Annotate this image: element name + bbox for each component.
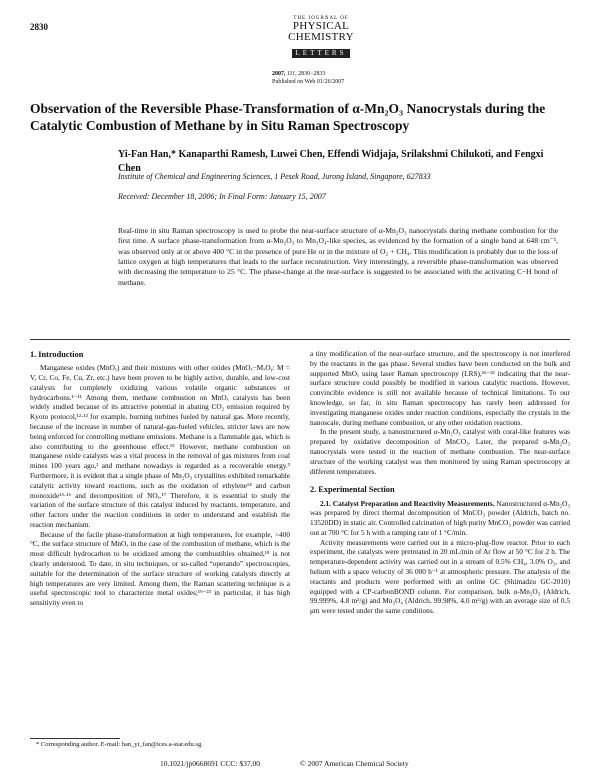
intro-paragraph-1: Manganese oxides (MnOₓ) and their mixtures with other oxides (MnOₓ−MₓOᵧ: M = V, Cr, Co, Fe, Cu, Zr, etc.) have been proven to be highly active, durable, and low-cost catalysts for completely oxidizing various volatile organic substances or hydrocarbons.¹⁻¹¹ Among them, methane combustion on MnOₓ catalysts has been widely studied because of its attractive potential in abating CO₂ emission required by Kyoto protocol,¹²·¹³ for example, burning turbines fueled by natural gas. More recently, because of the increase in number of natural-gas-fueled vehicles, stricter laws are now being enforced for controlling methane emissions. Methane is a flammable gas, which is also contributing to the greenhouse effect.¹³ However, methane combustion on manganese oxide catalysts was a vital process in the removal of gas mixtures from coal mines 100 years ago,² and methane nowadays is regarded as a recoverable energy.³ Furthermore, it is evident that a single phase of Mn₂O₃ crystallites exhibited remarkable catalytic activity toward reactions, such as the oxidation of ethylene¹⁴ and carbon monoxide¹⁵·¹⁶ and decomposition of NOₓ.¹⁷ Therefore, it is essential to study the variation of the surface structure of this catalyst induced by reactants, temperature, and other factors under the reaction conditions in order to understand and establish the reaction mechanism.	[30, 363, 290, 529]
journal-logo-letters: LETTERS	[292, 49, 351, 58]
introduction-heading: 1. Introduction	[30, 350, 84, 359]
intro-paragraph-2: Because of the facile phase-transformation at high temperatures, for example, >400 °C, the surface structure of MnOₓ in the case of the combustion of methane, which is the most difficult hydrocarbon to be oxidized among the combustibles obtained,¹⁸ is not clearly understood. To date, in situ techniques, or so-called “operando” spectroscopies, suitable for the determination of the surface structure of working catalysts directly at high temperatures are very limited. Among them, the Raman scattering technique is a useful spectroscopic tool to characterize metal oxides;¹⁹⁻²³ in particular, it has high sensitivity even to	[30, 529, 290, 608]
abstract: Real-time in situ Raman spectroscopy is used to probe the near-surface structure of α-Mn₂O₃ nanocrystals during methane combustion for the first time. A surface phase-transformation from α-Mn₂O₃ to Mn₃O₄-like species, as evidenced by the formation of a single band at 648 cm⁻¹, was observed only at or above 400 °C in the presence of pure He or in the mixture of O₂ + CH₄. This modification is probably due to the loss of lattice oxygen at high temperatures that leads to the surface reconstruction. Very interestingly, a reversible phase-transformation was observed with decreasing the temperature to 25 °C. The phase-change at the near-surface is suggested to be associated with the activating C−H bond of methane.	[118, 226, 558, 287]
footnote-rule	[30, 738, 120, 739]
corresponding-author-footnote: * Corresponding author. E-mail: han_yi_fan@ices.a-star.edu.sg.	[36, 741, 203, 748]
right-paragraph-2: In the present study, a nanostructured α-Mn₂O₃ catalyst with coral-like features was prepared by oxidative decomposition of MnCO₃. Later, the prepared α-Mn₂O₃ nanocrystals were tested in the reaction of methane combustion. The near-surface structure of the working catalyst was then monitored by using Raman spectroscopy at different temperatures.	[310, 427, 570, 476]
citation	[272, 70, 344, 86]
page-number: 2830	[30, 22, 48, 32]
journal-logo-the: THE JOURNAL OF	[293, 16, 349, 21]
citation-pages: 2830−2833	[298, 71, 326, 77]
experimental-paragraph-1	[310, 499, 570, 538]
citation-year: 2007,	[272, 71, 286, 77]
author-list: Yi-Fan Han,* Kanaparthi Ramesh, Luwei Chen, Effendi Widjaja, Srilakshmi Chilukoti, and Fengxi Chen	[118, 149, 544, 174]
received-dates: Received: December 18, 2006; In Final Form: January 15, 2007	[118, 192, 326, 201]
journal-logo-physical: PHYSICAL	[292, 20, 350, 32]
experimental-paragraph-2: Activity measurements were carried out in a micro-plug-flow reactor. Prior to each experiment, the catalysts were pretreated in 20 mL/min of Ar flow at 50 °C for 2 h. The temperature-dependent activity was carried out in a stream of 0.5% CH₄, 3.0% O₂, and helium with a space velocity of 36 000 h⁻¹ at atmospheric pressure. The analysis of the reactants and products were performed with an online GC (Shimadzu GC-2010) equipped with a CP-carbonBOND column. For comparison, bulk α-Mn₂O₃ (Aldrich, 99.999%, 4.8 m²/g) and Mn₃O₄ (Aldrich, 99.98%, 4.0 m²/g) with an average size of 0.5 μm were tested under the same conditions.	[310, 537, 570, 616]
article-title: Observation of the Reversible Phase-Transformation of α-Mn₂O₃ Nanocrystals during the Catalytic Combustion of Methane by in Situ Raman Spectroscopy	[30, 101, 546, 134]
journal-logo-chemistry: CHEMISTRY	[288, 31, 354, 43]
journal-logo	[256, 16, 386, 59]
copyright: © 2007 American Chemical Society	[300, 759, 409, 768]
citation-volume: 111,	[287, 71, 297, 77]
right-column	[310, 349, 570, 616]
experimental-heading: 2. Experimental Section	[310, 485, 395, 495]
experimental-paragraph-1-text: Nanostructured α-Mn₂O₃ was prepared by direct thermal decomposition of MnCO₃ powder (Aldrich, batch no. 13520DD) in static air. Controlled calcination of high purity MnCO₃ powder was carried out at 700 °C for 5 h with a ramping rate of 1 °C/min.	[310, 498, 570, 537]
section-divider	[30, 339, 570, 340]
experimental-subheading: 2.1. Catalyst Preparation and Reactivity Measurements.	[320, 498, 495, 508]
left-column	[30, 349, 290, 608]
affiliation: Institute of Chemical and Engineering Sciences, 1 Pesek Road, Jurong Island, Singapore, 627833	[118, 172, 431, 181]
right-paragraph-1: a tiny modification of the near-surface structure, and the spectroscopy is not interfered by the reactants in the gas phase. Several studies have been conducted on the bulk and supported MnOₓ using laser Raman spectroscopy (LRS),²⁶⁻³² indicating that the near-surface structure could possibly be modified in various catalytic reactions. However, convincible evidence is still not available because of technical limitations. To our knowledge, so far, in situ Raman spectroscopy has rarely been addressed for investigating manganese oxides under reaction conditions, especially the crystals in the nanoscale, during methane combustion, or any other oxidation reactions.	[310, 349, 570, 427]
published-date: Published on Web 01/26/2007	[272, 79, 345, 86]
doi: 10.1021/jp0668691 CCC: $37.00	[160, 759, 261, 768]
